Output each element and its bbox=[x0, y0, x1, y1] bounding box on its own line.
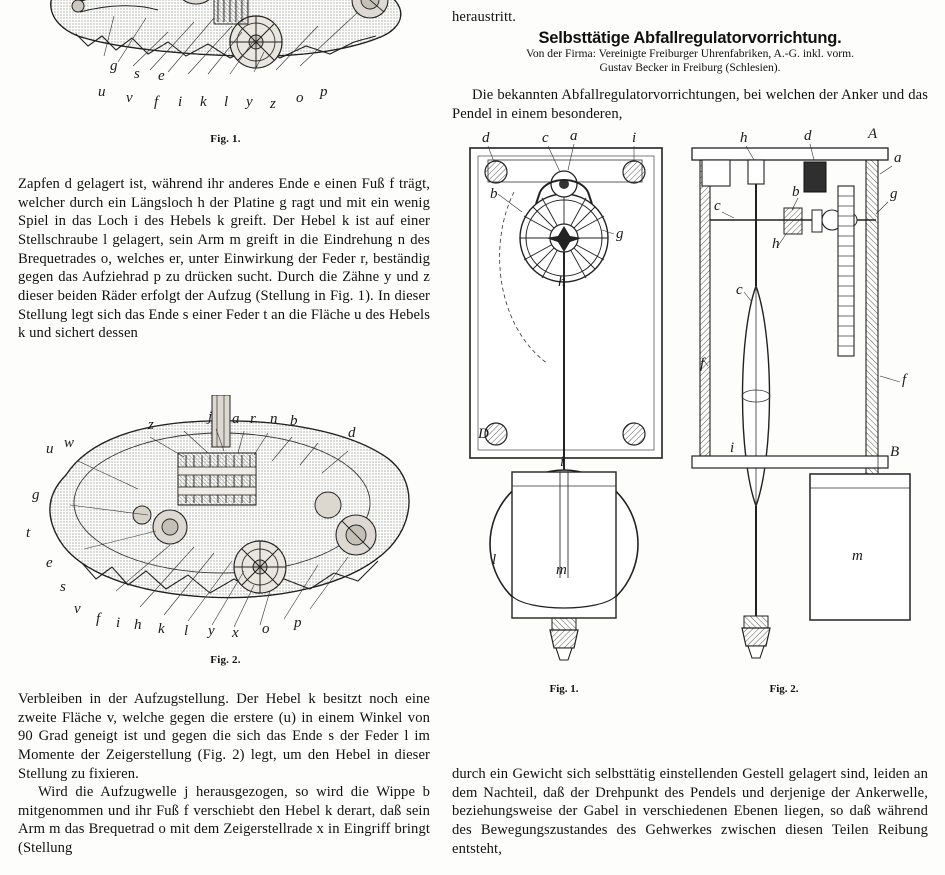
article-heading: Selbsttätige Abfallregulatorvorrichtung. bbox=[538, 29, 842, 47]
fig-label-i: i bbox=[178, 94, 183, 110]
fig-label-u: u bbox=[98, 84, 106, 100]
article-byline bbox=[452, 47, 928, 75]
fig2-label-p: p bbox=[294, 615, 302, 631]
fig2-label-w: w bbox=[64, 435, 75, 451]
fig-label-g: g bbox=[110, 58, 118, 74]
fig-label-y: y bbox=[246, 94, 253, 110]
fig2-label-z: z bbox=[148, 417, 154, 433]
rfig1-label-d: d bbox=[482, 130, 490, 146]
rfig2-label-h: h bbox=[740, 130, 748, 146]
fig-label-p: p bbox=[320, 84, 328, 100]
left-fig1-caption: Fig. 1. bbox=[210, 133, 241, 145]
left-figure-2 bbox=[18, 395, 433, 666]
right-fig1-caption: Fig. 1. bbox=[549, 683, 579, 695]
column-divider bbox=[443, 0, 444, 875]
left-fig2-caption: Fig. 2. bbox=[210, 654, 241, 666]
fig2-label-g: g bbox=[32, 487, 40, 503]
fig-label-l: l bbox=[224, 94, 229, 110]
right-fig2-caption: Fig. 2. bbox=[769, 683, 799, 695]
right-top-line: heraustritt. bbox=[452, 9, 517, 25]
rfig1-label-g: g bbox=[616, 226, 624, 242]
right-figures-drawing bbox=[452, 126, 930, 736]
fig-label-s: s bbox=[134, 66, 140, 82]
fig2-label-r: r bbox=[250, 411, 256, 427]
fig2-label-e: e bbox=[46, 555, 53, 571]
fig2-label-k: k bbox=[158, 621, 165, 637]
rfig1-label-c: c bbox=[542, 130, 549, 146]
fig2-label-n: n bbox=[270, 411, 278, 427]
fig-label-v: v bbox=[126, 90, 133, 106]
byline-line-2: Gustav Becker in Freiburg (Schlesien). bbox=[599, 60, 781, 74]
fig2-label-j: j bbox=[208, 409, 213, 425]
fig2-label-d: d bbox=[348, 425, 356, 441]
fig2-label-x: x bbox=[232, 625, 239, 641]
fig-label-e: e bbox=[158, 68, 165, 84]
fig2-label-y: y bbox=[208, 623, 215, 639]
right-figures bbox=[452, 126, 930, 736]
right-paragraph-1: Die bekannten Abfallregulatorvorrichtungen, bei welchen der Anker und das Pendel in einem besonderen, bbox=[452, 87, 928, 122]
fig-label-o: o bbox=[296, 90, 304, 106]
left-paragraph-2: Verbleiben in der Aufzugstellung. Der Hebel k besitzt noch eine zweite Fläche v, welche gegen die erstere (u) in einem Winkel von 90 Grad geneigt ist und gegen die sich das Ende s der Feder l im Momente der Zeigerstellung (Fig. 2) legt, um den Hebel in dieser Stellung zu fixieren. bbox=[18, 691, 430, 782]
fig-label-z: z bbox=[270, 96, 276, 112]
rfig1-label-D: D bbox=[478, 426, 489, 442]
rfig1-label-h: h bbox=[558, 274, 566, 290]
fig2-label-l: l bbox=[184, 623, 189, 639]
fig-label-k: k bbox=[200, 94, 207, 110]
fig2-label-u: u bbox=[46, 441, 54, 457]
rfig2-label-c: c bbox=[714, 198, 721, 214]
rfig1-label-a: a bbox=[570, 128, 578, 144]
rfig2-label-A: A bbox=[868, 126, 878, 142]
rfig1-label-i: i bbox=[632, 130, 637, 146]
rfig1-label-i2: i bbox=[560, 454, 565, 470]
rfig1-label-b: b bbox=[490, 186, 498, 202]
rfig2-label-i: i bbox=[730, 440, 735, 456]
fig2-label-v: v bbox=[74, 601, 81, 617]
right-column bbox=[452, 0, 930, 875]
left-paragraph-1: Zapfen d gelagert ist, während ihr anderes Ende e einen Fuß f trägt, welcher durch ein Längsloch h der Platine g ragt und mit ein wenig Spiel in das Loch i des Hebels k greift. Der Hebel k ist auf einer Stellschraube l gelagert, sein Arm m greift in die Eindrehung n des Brequetrades o, welches er, unter Einwirkung der Feder r, beständig gegen das Aufziehrad p zu drücken sucht. Durch die Zähne y und z dieser beiden Räder erfolgt der Aufzug (Stellung in Fig. 1). In dieser Stellung legt sich das Ende s einer Feder t an die Fläche u des Hebels k und sichert dessen bbox=[18, 176, 430, 342]
fig2-label-h: h bbox=[134, 617, 142, 633]
rfig2-label-g: g bbox=[890, 186, 898, 202]
left-figure-1 bbox=[18, 0, 433, 145]
rfig2-label-f: f bbox=[700, 356, 705, 372]
rfig2-label-h2: h bbox=[772, 236, 780, 252]
left-column bbox=[18, 0, 433, 875]
fig2-label-a: a bbox=[232, 411, 240, 427]
left-figure-2-drawing bbox=[18, 395, 433, 660]
fig-label-f: f bbox=[154, 94, 159, 110]
left-paragraph-3: Wird die Aufzugwelle j herausgezogen, so wird die Wippe b mitgenommen und ihr Fuß f verschiebt den Hebel k derart, daß sein Arm m das Brequetrad o mit dem Zeigerstellrade x in Eingriff bringt (Stellung bbox=[18, 784, 430, 857]
right-paragraph-2: durch ein Gewicht sich selbsttätig einstellenden Gestell gelagert sind, leiden an dem Nachteil, daß der Drehpunkt des Pendels und derjenige der Ankerwelle, beziehungsweise der Gabel in verschiedenen Ebenen liegen, so daß während des Bewegungszustandes des Gehwerkes zwischen diesen Teilen Reibung entsteht, bbox=[452, 766, 928, 857]
rfig1-label-m: m bbox=[556, 562, 567, 578]
rfig2-label-B: B bbox=[890, 444, 900, 460]
rfig1-label-l: l bbox=[492, 552, 497, 568]
fig2-label-f: f bbox=[96, 611, 101, 627]
fig2-label-t: t bbox=[26, 525, 31, 541]
rfig2-label-b: b bbox=[792, 184, 800, 200]
byline-line-1: Von der Firma: Vereinigte Freiburger Uhrenfabriken, A.-G. inkl. vorm. bbox=[525, 47, 855, 60]
rfig2-label-f2: f bbox=[902, 372, 907, 388]
fig2-label-o: o bbox=[262, 621, 270, 637]
left-figure-1-drawing bbox=[18, 0, 433, 141]
fig2-label-b: b bbox=[290, 413, 298, 429]
fig2-label-i: i bbox=[116, 615, 121, 631]
fig2-label-s: s bbox=[60, 579, 66, 595]
rfig2-label-m: m bbox=[852, 548, 863, 564]
rfig2-label-c2: c bbox=[736, 282, 743, 298]
rfig2-label-a: a bbox=[894, 150, 902, 166]
rfig2-label-d: d bbox=[804, 128, 812, 144]
